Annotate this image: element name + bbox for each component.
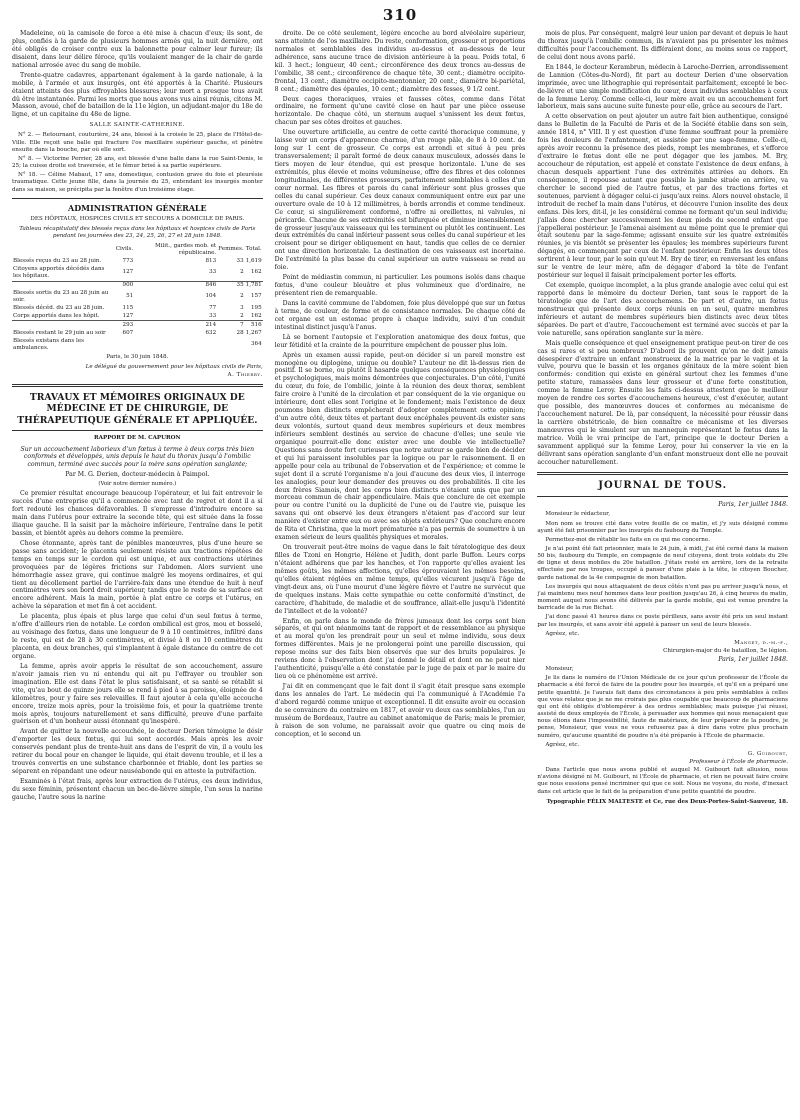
paragraph: Mais quelle conséquence et quel enseignement pratique peut-on tirer de ces cas si rares et si peu nombreux? D'abord ils prouvent qu'on ne doit jamais désespérer d'extraire un enfant monstrueux de la matrice par le vagin et la vulve, pourvu que le bassin et les organes génitaux de la mère soient bien conformés: condition qui existe en général surtout chez les femmes d'une petite stature, ramassées dans leur grosseur et d'une forte constitution, comme la femme Leroy. Ensuite les faits ci-dessus attestent que le meilleur moyen de rendre ces sortes d'accouchemens heureux, c'est d'exécuter, autant que possible, des manœuvres douces et conformes au mécanisme de l'accouchement naturel. De là, par conséquent, la nécessité pour réussir dans la carrière obstétricale, de bien connaître ce mécanisme et les diverses manœuvres qui le simulent sur un mannequin représentant le fœtus dans la matrice. Voilà le vrai principe de l'art, principe que le docteur Derien a savamment appliqué sur la femme Leroy, pour lui conserver la vie en la délivrant sans opération sanglante d'un enfant monstrueux dont elle ne pouvait accoucher naturellement. xyxy=(537,339,789,466)
table-cell: 3 xyxy=(240,304,244,311)
paragraph: Une ouverture artificielle, au centre de cette cavité thoracique commune, y laisse voir un corps d'apparence charnue, d'un rouge pâle, de 8 à 10 cent. de long sur 1 cent de grosseur. Ce corps est arrondi et situé à peu près transversalement; il paraît formé de deux canaux musculeux, adossés dans le tiers moyen de leur étendue, qui est presque horizontale. L'une de ses extrémités, plus élevée et moins volumineuse, offre des fibres et des colonnes longitudinales, de différentes grosseurs, parfaitement semblables à celles d'un cœur normal. Les fibres et parois du canal inférieur sont plus grosses que celles du canal supérieur. Ces deux canaux communiquent entre eux par une ouverture ovale de 10 à 12 millimètres, à bords arrondis et comme tendineux. Ce cœur, si singulièrement conformé, n'offre ni oreillettes, ni valvules, ni péricarde. Chacune de ses extrémités est bifurquée et diminue insensiblement de grosseur jusqu'aux vaisseaux qui les terminent ou plutôt les continuent. Les deux extrémités du canal inférieur passent sous celles du canal supérieur et les croisent pour se diriger obliquement en haut, tandis que celles de ce dernier ont une direction horizontale. La destination de ces vaisseaux est incertaine. De l'extrémité la plus basse du canal supérieur un autre vaisseau se rend au foie. xyxy=(274,129,526,272)
paragraph: Deux cages thoraciques, vraies et fausses côtes, comme dans l'état ordinaire, ne forment qu'une cavité close en haut par une pièce osseuse horizontale. De chaque côté, un sternum auquel s'unissent les deux fœtus, chacun par ses côtes droites et gauches. xyxy=(274,95,526,127)
divider xyxy=(537,496,788,497)
table-header-row xyxy=(12,242,263,257)
column-2 xyxy=(275,30,526,1115)
page-number: 310 xyxy=(382,6,418,24)
paragraph: On trouverait peut-être moins de vague dans le fait tératologique des deux filles de Tzoni en Hongrie, Hélène et Judith, dont parle Buffon. Leurs corps n'étaient adhérens que par les hanches, et l'on rapporte qu'elles avaient les mêmes goûts, les mêmes affections, qu'elles éprouvaient les mêmes besoins, qu'elles étaient réglées en même temps, qu'elles vécurent jusqu'à l'âge de vingt-deux ans, où l'une mourut d'une légère fièvre et l'autre ne survécut que de quelques instans. Mais cette sympathie ou cette conformité d'instinct, de caractère, d'habitude, de maladie et de souffrance, allait-elle jusqu'à l'identité de l'intellect et de la volonté? xyxy=(274,544,526,615)
table-header: Total. xyxy=(245,246,262,253)
divider xyxy=(12,430,263,431)
letter-paragraph: Agréez, etc. xyxy=(545,741,580,748)
letter-paragraph: Permettez-moi de rétablir les faits en ce qui me concerne. xyxy=(545,536,710,543)
table-cell: 293 xyxy=(115,321,134,329)
table-cell: 157 xyxy=(250,293,262,300)
admin-caption: Tableau récapitulatif des blessés reçus dans les hôpitaux et hospices civils de Paris pendant les journées des 23, 24, 25, 26, 27 et 28 juin 1848. xyxy=(19,226,256,240)
report-author: Par M. G. Derien, docteur-médecin à Paimpol. xyxy=(65,471,210,479)
table-cell: 33 xyxy=(209,312,217,319)
table-cell: 632 xyxy=(205,329,217,336)
table-cell: 607 xyxy=(122,329,134,336)
table-cell: 2 xyxy=(240,269,244,276)
letter-paragraph: Je n'ai point été fait prisonnier, mais le 24 juin, à midi, j'ai été cerné dans la maison 50 bis, faubourg du Temple, en compagnie de neuf citoyens, dont trois soldats du 29e de ligne et deux mobiles du 20e bataillon. J'étais resté en arrière, lors de la retraite effectuée par nos troupes, occupé à panser d'une plaie à la tête, le citoyen Boucher, garde national de la 4e compagnie de mon bataillon. xyxy=(537,545,789,581)
table-cell xyxy=(217,337,244,352)
table-cell: Blessés restant le 29 juin au soir xyxy=(13,329,106,336)
divider xyxy=(12,384,263,387)
case-entry: N° 2. — Retournant, couturière, 24 ans, blessé à la croisée le 25, place de l'Hôtel-de-Ville. Elle reçoit une balle qui fracture l'os maxillaire supérieur gauche, et pénètre ensuite dans la bouche, par où elle sort. xyxy=(12,132,263,153)
table-cell: 35 xyxy=(217,281,244,289)
table-cell: 214 xyxy=(134,321,217,329)
table-cell: 2 xyxy=(240,312,244,319)
paragraph: mois de plus. Par conséquent, malgré leur union par devant et depuis le haut du thorax jusqu'à l'ombilic commun, ils n'avaient pas pu présenter les mêmes difficultés pour l'accouchement. Ils différaient donc, au moins sous ce rapport, de celui dont nous avons parlé. xyxy=(537,30,789,61)
table-cell: Blessés décéd. du 23 au 28 juin. xyxy=(13,304,105,311)
table-cell: 7 xyxy=(217,321,244,329)
table-cell: 127 xyxy=(122,312,134,319)
paragraph: Là se bornent l'autopsie et l'exploration anatomique des deux fœtus, que leur fétidité et la crainte de la pourriture empêchent de pousser plus loin. xyxy=(274,333,526,349)
table-cell: Citoyens apportés décédés dans les hôpitaux. xyxy=(13,265,105,279)
table-row xyxy=(12,281,263,289)
table-cell: Blessés existans dans les ambulances. xyxy=(13,337,85,351)
paragraph: Le placenta, plus épais et plus large que celui d'un seul fœtus à terme, n'offre d'ailleurs rien de notable. Le cordon ombilical est gros, mou et bosselé, au voisinage des fœtus, dans une longueur de 9 à 10 centimètres, infiltré dans le reste, qui est de 28 à 30 centimètres, et divisé à 8 ou 10 centimètres du placenta, en deux branches, qui s'implantent à égale distance du centre de cet organe. xyxy=(12,613,263,660)
report-title: RAPPORT DE M. CAPURON xyxy=(94,435,181,442)
table-header: Civils. xyxy=(115,246,134,253)
paragraph: Cet exemple, quoique incomplet, a la plus grande analogie avec celui qui est rapporté dans le mémoire du docteur Derien, tant sous le rapport de la tératologie que de l'art des accouchemens. De part et d'autre, un fœtus monstrueux qui présente deux corps réunis en un seul, quatre membres inférieurs et autant de membres supérieurs bien distincts avec deux têtes séparées. De part et d'autre, l'accouchement est terminé avec succès et par la voie naturelle, sans opération sanglante sur la mère. xyxy=(537,282,789,337)
table-cell xyxy=(12,321,115,329)
table-cell: Blessés reçus du 23 au 28 juin. xyxy=(13,257,102,264)
table-cell: 115 xyxy=(122,304,134,311)
table-cell: 1,781 xyxy=(245,281,262,288)
table-row xyxy=(12,313,263,321)
table-cell: 900 xyxy=(115,281,134,289)
divider xyxy=(12,198,263,199)
table-row xyxy=(12,329,263,337)
table-cell: 1,267 xyxy=(245,329,262,336)
letter-paragraph: J'ai donc passé 41 heures dans ce poste périlleux, sans avoir été pris un seul instant par les insurgés, et sans avoir été appelé à panser un seul de leurs blessés. xyxy=(537,614,789,628)
paragraph: Chose étonnante, après tant de pénibles manœuvres, plus d'une heure se passe sans accident; le placenta seulement résiste aux tractions répétées de temps en temps sur le cordon qui est unique, et aux contractions utérines provoquées par de légères frictions sur l'abdomen. Alors survient une hémorrhagie assez grave, qui continue malgré les moyens ordinaires, et qui tient au décollement partiel de l'arrière-faix dans une étendue de huit à neuf centimètres vers son bord droit supérieur, tandis que le reste de sa surface est encore adhérent. Mais la main, portée à plat entre ce corps et l'utérus, en achève la séparation et met fin à cet accident. xyxy=(12,539,263,611)
editor-note: Dans l'article que nous avons publié et auquel M. Guibourt fait allusion, nous n'avions désigné ni M. Guibourt, ni l'École de pharmacie, et rien ne pouvait faire croire que nous eussions pensé incriminer qui que ce soit. Nous ne voyons, du reste, d'inexact dans cet article que le fait de la préparation d'une petite quantité de poudre. xyxy=(537,767,789,795)
letter-paragraph: Monsieur, xyxy=(545,666,574,673)
table-row xyxy=(12,289,263,304)
paragraph: Dans la cavité commune de l'abdomen, foie plus développé que sur un fœtus à terme, de couleur, de forme et de consistance normales. De chaque côté de cet organe est un estomac propre à chaque individu, suivi d'un conduit intestinal distinct jusqu'à l'anus. xyxy=(274,299,526,331)
admin-subtitle: DES HÔPITAUX, HOSPICES CIVILS ET SECOURS A DOMICILE DE PARIS. xyxy=(30,215,245,222)
report-subject: Sur un accouchement laborieux d'un fœtus à terme à deux corps très bien conformés et développés, unis depuis le haut du thorax jusqu'à l'ombilic commun, terminé avec succès pour la mère sans opération sanglante; xyxy=(20,445,255,469)
table-header xyxy=(12,242,115,257)
casualty-table xyxy=(12,242,263,352)
paragraph: Examinés à l'état frais, après leur extraction de l'utérus, ces deux individus, du sexe féminin, présentent chacun un bec-de-lièvre simple, l'un sous la narine gauche, l'autre sous la narine xyxy=(12,778,263,801)
paragraph: Ce premier résultat encourage beaucoup l'opérateur, et lui fait entrevoir le succès d'une entreprise qu'il a commencée avec tant de regret et dont il a si fort redouté les chances défavorables. Il s'empresse d'introduire encore sa main dans l'utérus pour extraire la seconde tête, qui est située dans la fosse iliaque gauche. Il la saisit par la mâchoire inférieure, l'entraîne dans le petit bassin, et bientôt après au dehors comme la première. xyxy=(12,490,263,537)
paragraph: Point de médiastin commun, ni particulier. Les poumons isolés dans chaque fœtus, d'une couleur bleuâtre et plus volumineux que d'ordinaire, ne présentent rien de remarquable. xyxy=(274,274,526,297)
table-cell: 195 xyxy=(250,304,262,311)
report-note: (Voir notre dernier numéro.) xyxy=(98,481,177,488)
letter-paragraph: Agréez, etc. xyxy=(545,630,580,637)
paragraph: En 1844, le docteur Kerambrun, médecin à Laroche-Derrien, arrondissement de Lannion (Côtes-du-Nord), fit part au docteur Derien d'une observation imprimée, avec une lithographie qui représentait parfaitement, excepté le bec-de-lièvre et une simple modification du cœur, deux individus semblables à ceux de la femme Leroy. Comme celle-ci, leur mère avait eu un accouchement fort laborieux, mais sans aucune suite funeste pour elle, grâce au secours de l'art. xyxy=(537,63,789,111)
letter-dateline: Paris, 1er juillet 1848. xyxy=(718,501,789,509)
table-row xyxy=(12,258,263,266)
table-row xyxy=(12,337,263,352)
case-entry: N° 8. — Victorine Perrier, 28 ans, est blessée d'une balle dans la rue Saint-Denis, le 25; la cuisse droite est traversée, et le fémur brisé à sa partie supérieure. xyxy=(12,155,263,170)
table-cell: 773 xyxy=(122,257,134,264)
case-entry: N° 18. — Céline Mabaut, 17 ans, domestique, contusion grave du foie et pleurésie traumatique. Cette jeune fille, dans la journée du 25, entendant les insurgés monter dans sa maison, se précipita par la fenêtre d'un troisième étage. xyxy=(12,172,263,193)
paragraph: Avant de quitter la nouvelle accouchée, le docteur Derien témoigne le désir d'emporter les deux fœtus, qui lui sont accordés. Mais après les avoir conservés pendant plus de trente-huit ans dans de l'esprit de vin, il a voulu les retirer du bocal pour en changer le liquide, qui était devenu trouble, et il les a trouvés convertis en une substance charbonnée et friable, dont les parties se séparent en répandant une odeur nauséabonde qui en atteste la putréfaction. xyxy=(12,728,263,776)
paragraph: droite. De ce côté seulement, légère encoche au bord alvéolaire supérieur, sans atteinte de l'os maxillaire. Du reste, conformation, grosseur et proportions normales et semblables des individus au-dessus et au-dessous de leur adhérence, sans aucune trace de division antérieure à la peau. Poids total, 6 kil. 3 hect.; longueur, 40 cent.; circonférence des deux troncs au-dessus de l'ombilic, 38 cent.; circonférence de chaque tête, 30 cent.; diamètre occipito-frontal, 13 cent.; diamètre occipito-mentonnier, 20 cent.; diamètre bi-pariétal, 8 cent.; diamètre des épaules, 10 cent.; diamètre des fesses, 9 1/2 cent. xyxy=(274,30,526,93)
table-cell: 28 xyxy=(236,329,244,336)
table-cell: 516 xyxy=(245,321,263,329)
paragraph: Madeleine, où la camisole de force a été mise à chacun d'eux; ils sont, de plus, confiés à la garde de plusieurs hommes armés qui, la nuit dernière, ont été obligés de croiser contre eux la baïonnette pour calmer leur fureur; ils disaient, dans leur délire féroce, qu'ils voulaient manger de la chair de garde national arrosée avec du sang de mobile. xyxy=(12,30,263,69)
admin-title: ADMINISTRATION GÉNÉRALE xyxy=(68,202,207,213)
table-header: Milit., gardes mob. et républicaine. xyxy=(155,242,217,256)
signature-role: Le délégué du gouvernement pour les hôpitaux civils de Paris, xyxy=(85,363,263,370)
ward-title: SALLE SAINTE-CATHERINE. xyxy=(89,122,185,129)
dateline: Paris, le 30 juin 1848. xyxy=(106,354,169,361)
table-cell xyxy=(134,337,217,352)
letter-signature: Manget, d.-m.-p., xyxy=(734,639,789,646)
table-cell: 1,619 xyxy=(245,257,262,264)
table-cell: 51 xyxy=(126,293,134,300)
table-cell xyxy=(12,281,115,289)
table-cell: 162 xyxy=(250,269,262,276)
table-row xyxy=(12,265,263,281)
paragraph: La femme, après avoir appris le résultat de son accouchement, assure n'avoir jamais rien vu ni entendu qui ait pu l'effrayer ou troubler son imagination. Elle est dans l'état le plus satisfaisant, et sa santé se rétablit si vite, qu'au bout de quinze jours elle se rend à pied à sa paroisse, éloignée de 4 kilomètres, pour y faire ses relevailles. Il faut ajouter à cela qu'elle accouche encore, treize mois après, pour la troisième fois, et pour la quatrième trente mois après, toujours naturellement et sans difficulté, preuve d'une parfaite guérison et d'un bonheur aussi étonnant qu'inespéré. xyxy=(12,662,263,726)
table-cell: 162 xyxy=(250,312,262,319)
signature-name: A. Thierry. xyxy=(227,371,263,378)
paragraph: A cette observation on peut ajouter un autre fait bien authentique, consigné dans le Bulletin de la Faculté de Paris et de la Société établie dans son sein, année 1814, n° VIII. Il y est question d'une femme souffrant pour la première fois les douleurs de l'enfantement, et assistée par une sage-femme. Celle-ci, après avoir reconnu la présence des pieds, rompt les membranes, et s'efforce d'extraire le fœtus dont elle ne peut dégager que les jambes. M. Bry, accoucheur de réputation, est appelé et constate l'existence de deux enfans, à chacun desquels appartient l'une des extrémités attirées au dehors. En conséquence, il repousse autant que possible la jambe située en arrière, va chercher le second pied de l'autre fœtus, et par des tractions fortes et soutenues, parvient à dégager celui-ci jusqu'aux reins. Alors nouvel obstacle, il introduit de rechef la main dans l'utérus, et découvre l'union insolite des deux enfans. Dès lors, dit-il, je les considérai comme ne formant qu'un seul individu; j'allais donc chercher successivement les deux pieds du second enfant que j'appellerai postérieur. Je l'amenai aisément au même point que le premier qui était soutenu par la sage-femme; agissant ensuite sur les quatre extrémités réunies, je vis bientôt se présenter les épaules; les membres supérieurs furent dégagés, en commençant par ceux de l'enfant postérieur. Enfin les deux têtes sortirent à leur tour, par le soin qu'eut M. Bry de tirer, en renversant les enfans sur le ventre de leur mère, afin de dégager d'abord la tête de l'enfant postérieur sur lequel il faisait principalement porter les efforts. xyxy=(537,113,789,280)
newspaper-columns xyxy=(12,30,788,1115)
letter-paragraph: Mon nom se trouve cité dans votre feuille de ce matin, et j'y suis désigné comme ayant été fait prisonnier par les insurgés du faubourg du Temple. xyxy=(537,520,789,534)
paragraph: J'ai dit en commençant que le fait dont il s'agit était presque sans exemple dans les annales de l'art. Le médecin qui l'a communiqué à l'Académie l'a d'abord regardé comme unique et exceptionnel. Il dit ensuite avoir eu occasion de se convaincre du contraire en 1817, et avoir vu deux cas semblables, l'un au muséum de Bordeaux, l'autre au cabinet anatomique de Paris; mais le premier, à raison de son volume, ne paraissait avoir que quatre ou cinq mois de conception, et le second un xyxy=(274,683,526,738)
letter-paragraph: Monsieur le rédacteur, xyxy=(545,511,610,518)
paragraph: Trente-quatre cadavres, appartenant également à la garde nationale, à la mobile, à l'armée et aux insurgés, ont été apportés à la Charité. Plusieurs étaient atteints des plus effroyables blessures; leur mort a presque tous avait dû être instantanée. Parmi les morts que nous avons vus ainsi réunis, citons M. Masson, avoué, chef de bataillon de la 11e légion, un adjudant-major du 18e de ligne, et un capitaine du 48e de ligne. xyxy=(12,71,263,119)
letter-paragraph: Les insurgés qui nous attaquaient de deux côtés n'ont pas pu arriver jusqu'à nous, et j'ai maintenu mes neuf hommes dans leur position jusqu'au 26, à cinq heures du matin, moment auquel nous avons été délivrés par la garde mobile, qui est venue prendre la barricade de la rue Bichat. xyxy=(537,583,789,612)
letter-dateline: Paris, 1er juillet 1848. xyxy=(718,656,789,664)
table-cell: 33 xyxy=(236,257,244,264)
table-cell: 2 xyxy=(240,293,244,300)
table-cell xyxy=(115,337,134,352)
printer-line: Typographie FÉLIX MALTESTE et Ce, rue des Deux-Portes-Saint-Sauveur, 18. xyxy=(546,798,789,805)
table-cell: 104 xyxy=(205,293,217,300)
table-header: Femmes. xyxy=(218,246,244,253)
divider xyxy=(537,472,788,475)
section-title: TRAVAUX ET MÉMOIRES ORIGINAUX DE MÉDECINE ET DE CHIRURGIE, DE THÉRAPEUTIQUE GÉNÉRALE ET APPLIQUÉE. xyxy=(17,391,258,426)
column-1 xyxy=(12,30,263,1115)
letter-signature: G. Guibourt, xyxy=(747,750,789,757)
letter-signature-role: Professeur à l'École de pharmacie. xyxy=(689,758,789,765)
column-3 xyxy=(537,30,788,1115)
paragraph: Enfin, on parle dans le monde de frères jumeaux dont les corps sont bien séparés, et qui ont néanmoins tant de rapport et de ressemblance au physique et au moral qu'on les prendrait pour un seul et même individu, sous deux formes différentes. Mais je ne prolongerai point une pareille discussion, qui repose moins sur des faits bien observés que sur des bruits populaires. Je reviens donc à l'observation dont j'ai donné le détail et dont on ne peut nier l'authenticité, puisqu'elle a été constatée par le juge de paix et par le maire du lieu où ce phénomène est arrivé. xyxy=(274,617,526,681)
paragraph: Après un examen aussi rapide, peut-on décider si un pareil monstre est monogène ou diplogène, unique ou double? L'auteur ne dit là-dessus rien de positif. Il se borne, ou plutôt il hasarde quelques conséquences physiologiques et psychologiques, mais moins démontrées que conjecturales. D'un côté, l'unité du cœur, du foie, de l'ombilic, jointe à la réunion des deux thorax, semblent faire croire à l'unité de la circulation et par conséquent de la vie organique ou intérieure, dont elles sont l'origine et le fondement; mais l'existence de deux poumons bien distincts empêcherait d'adopter complètement cette opinion; d'un autre côté, deux têtes et partant deux encéphales peuvent-ils exister sans deux volontés, surtout quand deux membres supérieurs et deux membres inférieurs semblent destinés au service de chacune d'elles; une seule vie organique pourrait-elle donc exister avec une double vie intellectuelle? Questions sans doute fort curieuses que notre auteur se garde bien de décider et qui lui paraissent insolubles par la logique ou par le raisonnement. Il en appelle pour cela au tribunal de l'observation et de l'expérience; et comme le sujet dont il a scruté l'organisme n'a joui d'aucune des deux vies, il interroge les analogies, pour leur demander des preuves ou des probabilités. Il cite les deux frères Siamois, dont les corps bien distincts n'étaient unis que par un morceau commun de chair appendiculaire. Mais que conclure de cet exemple pour ou contre l'unité ou la duplicité de l'une ou de l'autre vie, puisque les savans qui ont observé les deux étrangers n'étaient pas d'accord sur leur manière d'exister entre eux ou avec ses objets extérieurs? Que conclure encore de Rita et Christina, que la mort prématurée n'a pas permis de soumettre à un examen sérieux de leurs qualités physiques et morales. xyxy=(274,351,526,542)
table-cell: Corps apportés dans les hôpit. xyxy=(13,312,100,319)
table-cell: 364 xyxy=(250,341,262,348)
table-cell: Blessés sortis du 23 au 28 juin au soir. xyxy=(13,289,109,304)
table-row xyxy=(12,321,263,329)
letter-paragraph: Je lis dans le numéro de l'Union Médicale de ce jour qu'un professeur de l'École de pharmacie a été forcé de faire de la poudre pour les insurgés, et qu'il en a préparé une petite quantité. Je l'aurais fait dans des circonstances à peu près semblables à celles que vous relatez que je ne me croirais pas plus coupable que beaucoup de pharmaciens qui ont été obligés d'obtempérer à des ordres semblables; mais puisque j'ai réussi, assisté de deux employés de l'École, à persuader aux hommes qui nous menaçaient que nous étions dans l'impossibilité, faute de matériaux, de leur préparer de la poudre, je pense, Monsieur, que vous ne vous refuserez pas à dire dans votre plus prochain numéro, qu'aucune quantité de poudre n'a été préparée à l'École de pharmacie. xyxy=(537,675,789,739)
table-row xyxy=(12,305,263,313)
journal-title: JOURNAL DE TOUS. xyxy=(598,479,728,491)
table-cell: 846 xyxy=(134,281,217,289)
letter-signature-role: Chirurgien-major du 4e bataillon, 5e légion. xyxy=(663,648,789,655)
table-cell: 77 xyxy=(209,304,217,311)
table-cell: 127 xyxy=(122,269,134,276)
table-cell: 813 xyxy=(205,257,217,264)
table-cell: 33 xyxy=(209,269,217,276)
